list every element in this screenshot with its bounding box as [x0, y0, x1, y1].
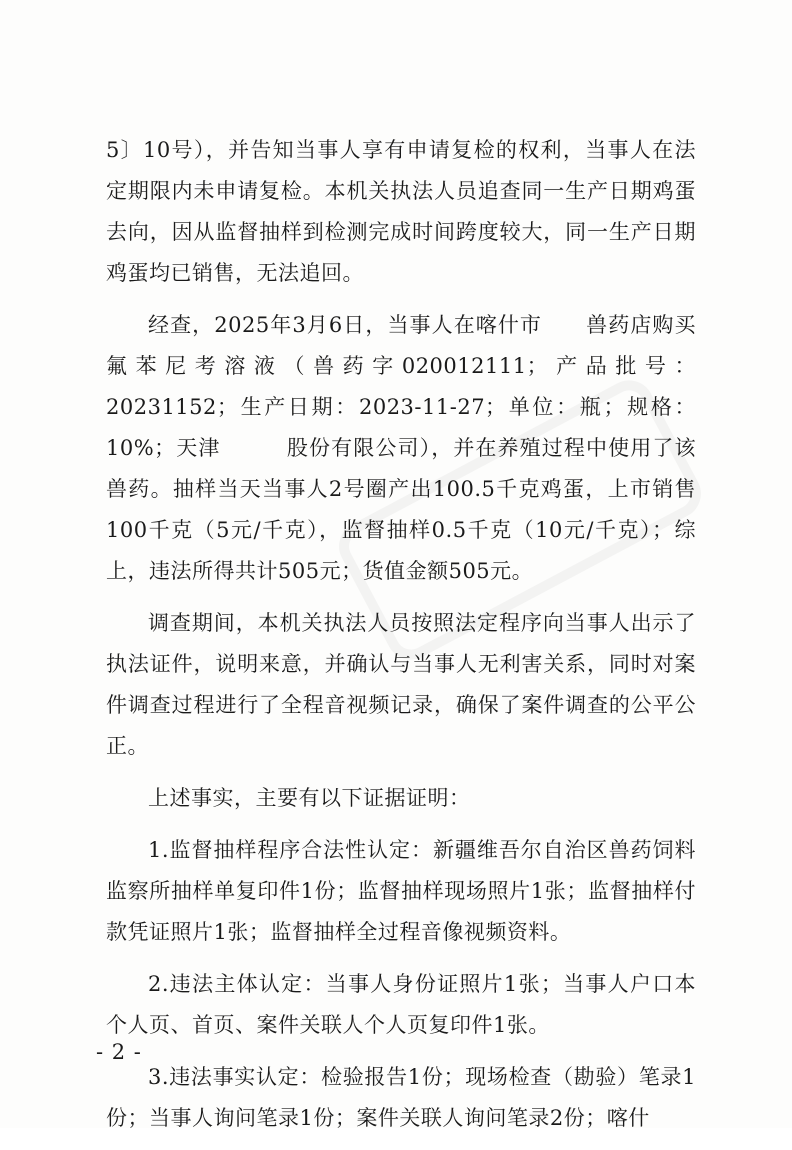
document-body — [106, 130, 696, 1150]
paragraph-evidence-3: 3.违法事实认定：检验报告1份；现场检查（勘验）笔录1份；当事人询问笔录1份；案件关联人询问笔录2份；喀什 — [106, 1065, 696, 1130]
paragraph-continuation: 5〕10号），并告知当事人享有申请复检的权利，当事人在法定期限内未申请复检。本机关执法人员追查同一生产日期鸡蛋去向，因从监督抽样到检测完成时间跨度较大，同一生产日期鸡蛋均已销售，无法追回。 — [106, 138, 696, 285]
paragraph-evidence-1: 1.监督抽样程序合法性认定：新疆维吾尔自治区兽药饲料监察所抽样单复印件1份；监督抽样现场照片1张；监督抽样付款凭证照片1张；监督抽样全过程音像视频资料。 — [106, 838, 696, 944]
paragraph-evidence-intro: 上述事实，主要有以下证据证明： — [148, 786, 471, 810]
paragraph-evidence-2: 2.违法主体认定：当事人身份证照片1张；当事人户口本个人页、首页、案件关联人个人页复印件1张。 — [106, 972, 696, 1037]
paragraph-procedure: 调查期间，本机关执法人员按照法定程序向当事人出示了执法证件，说明来意，并确认与当事人无利害关系，同时对案件调查过程进行了全程音视频记录，确保了案件调查的公平公正。 — [106, 611, 696, 758]
paragraph-investigation: 经查，2025年3月6日，当事人在喀什市 兽药店购买氟苯尼考溶液（兽药字020012111；产品批号：20231152；生产日期：2023-11-27；单位：瓶；规格：10%；天津 股份有限公司），并在养殖过程中使用了该兽药。抽样当天当事人2号圈产出100.5千克鸡蛋，上市销售100千克（5元/千克），监督抽样0.5千克（10元/千克）；综上，违法所得共计505元；货值金额505元。 — [106, 313, 696, 583]
page-number: - 2 - — [96, 1040, 142, 1064]
